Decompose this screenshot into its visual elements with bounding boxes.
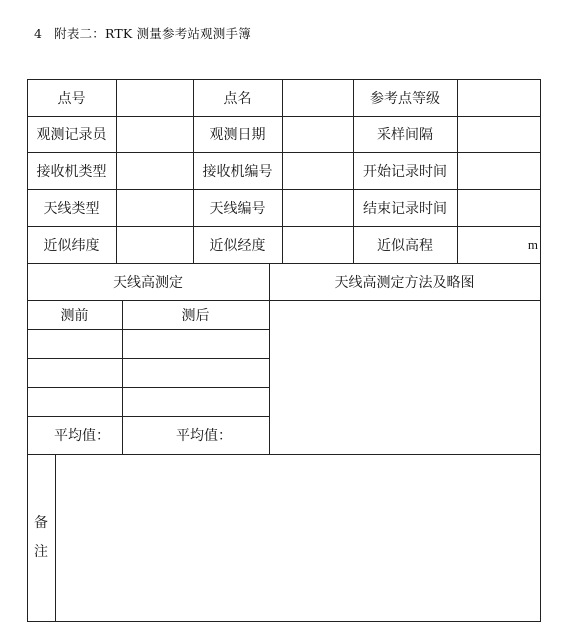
label-observation-date: 观测日期 [209,127,266,143]
value-approx-latitude[interactable] [116,226,193,263]
antenna-height-measurement-title: 天线高测定 [113,274,183,291]
label-point-name: 点名 [223,90,252,107]
value-approx-longitude[interactable] [282,226,353,263]
antenna-after-value-3[interactable] [122,387,269,416]
value-approx-elevation-unit[interactable]: m [527,236,538,252]
heading-number: 4 [34,26,43,41]
value-observation-date[interactable] [282,116,353,152]
label-approx-longitude: 近似经度 [209,237,266,254]
remarks-area[interactable] [55,454,540,621]
label-receiver-number: 接收机编号 [202,163,273,180]
antenna-sketch-area[interactable] [269,300,540,454]
value-observer[interactable] [116,116,193,152]
label-reference-grade: 参考点等级 [370,90,440,107]
antenna-before-label: 测前 [60,307,89,324]
antenna-method-sketch-title: 天线高测定方法及略图 [334,274,475,291]
antenna-after-value-2[interactable] [122,358,269,387]
label-start-time: 开始记录时间 [363,163,447,180]
label-end-time: 结束记录时间 [363,200,447,217]
value-end-time[interactable] [457,189,540,226]
remarks-char-2: 注 [34,544,48,560]
observation-form-table [27,79,541,622]
antenna-before-value-3[interactable] [27,387,122,416]
antenna-before-average: 平均值： [54,428,110,444]
value-point-number[interactable] [116,79,193,116]
antenna-before-value-2[interactable] [27,358,122,387]
value-antenna-number[interactable] [282,189,353,226]
rule [540,79,541,622]
value-antenna-type[interactable] [116,189,193,226]
value-sampling-interval[interactable] [457,116,540,152]
value-reference-grade[interactable] [457,79,540,116]
label-antenna-type: 天线类型 [43,200,100,217]
value-point-name[interactable] [282,79,353,116]
remarks-char-1: 备 [34,515,48,531]
heading-title: 附表二：RTK 测量参考站观测手簿 [54,26,251,41]
antenna-after-average: 平均值： [176,428,232,444]
antenna-after-value-1[interactable] [122,329,269,358]
label-receiver-type: 接收机类型 [36,163,107,180]
label-approx-elevation: 近似高程 [377,237,433,254]
value-receiver-type[interactable] [116,152,193,189]
value-start-time[interactable] [457,152,540,189]
antenna-after-label: 测后 [181,307,210,324]
remarks-label [27,455,55,621]
value-receiver-number[interactable] [282,152,353,189]
label-point-number: 点号 [57,90,86,107]
label-observer: 观测记录员 [36,127,107,143]
label-antenna-number: 天线编号 [209,200,266,217]
label-sampling-interval: 采样间隔 [377,127,433,143]
antenna-before-value-1[interactable] [27,329,122,358]
page-heading [34,24,251,42]
rule [27,621,541,622]
label-approx-latitude: 近似纬度 [43,237,100,254]
